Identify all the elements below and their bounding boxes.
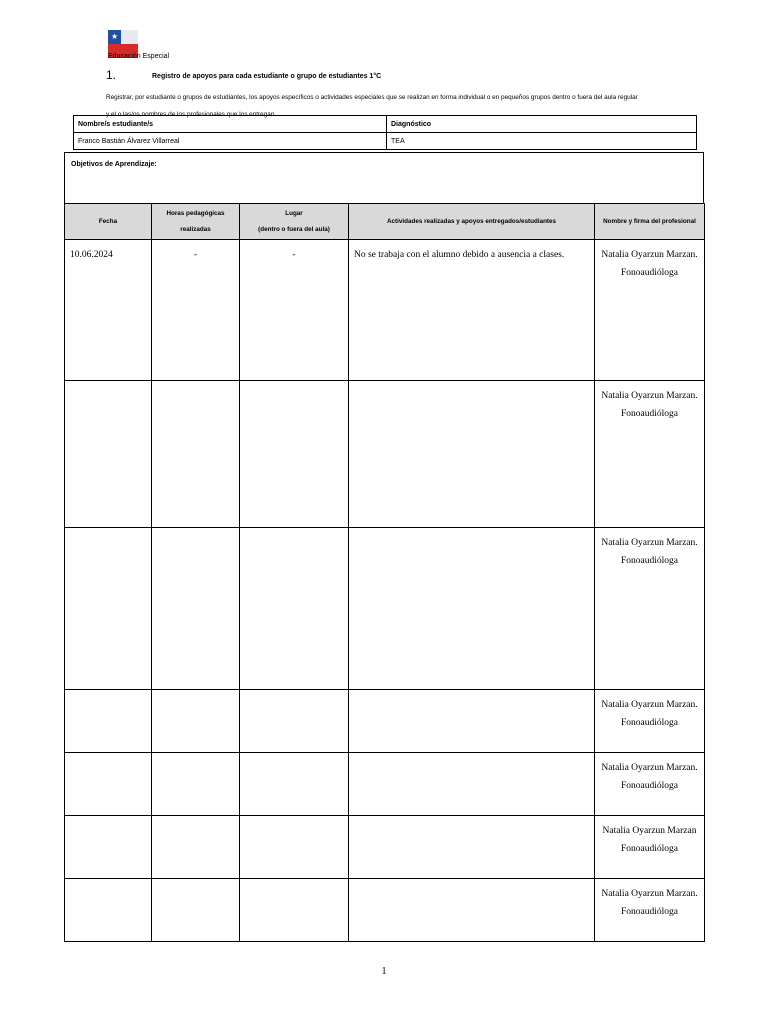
department-label: Educación Especial (108, 53, 170, 60)
professional-title: Fonoaudióloga (621, 844, 678, 854)
cell-lugar (240, 879, 349, 942)
col-horas-line2: realizadas (180, 225, 211, 233)
cell-horas (152, 690, 240, 753)
col-lugar (240, 204, 349, 240)
cell-horas: - (152, 240, 240, 381)
diagnosis-label: Diagnóstico (387, 116, 697, 133)
cell-profesional (595, 690, 705, 753)
student-info-table (73, 115, 697, 150)
cell-fecha (65, 816, 152, 879)
page-number: 1 (381, 966, 387, 977)
cell-actividades (349, 816, 595, 879)
professional-title: Fonoaudióloga (621, 718, 678, 728)
cell-fecha (65, 528, 152, 690)
col-horas-line1: Horas pedagógicas (166, 209, 225, 217)
cell-profesional (595, 240, 705, 381)
table-row (65, 879, 705, 942)
cell-horas (152, 381, 240, 528)
cell-lugar (240, 690, 349, 753)
professional-title: Fonoaudióloga (621, 556, 678, 566)
cell-fecha (65, 381, 152, 528)
student-name-value: Franco Bastián Álvarez Villarreal (74, 133, 387, 150)
col-lugar-line1: Lugar (285, 209, 303, 217)
professional-title: Fonoaudióloga (621, 781, 678, 791)
professional-name: Natalia Oyarzun Marzan (602, 826, 697, 836)
col-horas (152, 204, 240, 240)
cell-horas (152, 816, 240, 879)
cell-actividades: No se trabaja con el alumno debido a ausencia a clases. (349, 240, 595, 381)
cell-fecha (65, 879, 152, 942)
cell-profesional (595, 816, 705, 879)
cell-profesional (595, 381, 705, 528)
professional-title: Fonoaudióloga (621, 907, 678, 917)
cell-horas (152, 753, 240, 816)
professional-name: Natalia Oyarzun Marzan. (601, 391, 698, 401)
cell-horas (152, 528, 240, 690)
professional-name: Natalia Oyarzun Marzan. (601, 700, 698, 710)
section-number: 1. (106, 68, 117, 82)
table-row (65, 528, 705, 690)
professional-title: Fonoaudióloga (621, 268, 678, 278)
objectives-box (64, 152, 704, 204)
cell-fecha: 10.06.2024 (65, 240, 152, 381)
table-row (65, 816, 705, 879)
support-record (64, 152, 704, 942)
student-name-label: Nombre/s estudiante/s (74, 116, 387, 133)
professional-name: Natalia Oyarzun Marzan. (601, 250, 698, 260)
col-profesional: Nombre y firma del profesional (595, 204, 705, 240)
cell-actividades (349, 381, 595, 528)
cell-lugar: - (240, 240, 349, 381)
table-row (65, 753, 705, 816)
cell-lugar (240, 753, 349, 816)
diagnosis-value: TEA (387, 133, 697, 150)
cell-actividades (349, 690, 595, 753)
cell-profesional (595, 528, 705, 690)
col-fecha: Fecha (65, 204, 152, 240)
professional-name: Natalia Oyarzun Marzan. (601, 538, 698, 548)
cell-profesional (595, 879, 705, 942)
support-table (64, 203, 705, 942)
cell-fecha (65, 753, 152, 816)
cell-profesional (595, 753, 705, 816)
instructions-line: y el o las/os nombres de los profesionales que los entregan. (106, 111, 277, 118)
col-actividades: Actividades realizadas y apoyos entregados/estudiantes (349, 204, 595, 240)
cell-actividades (349, 528, 595, 690)
professional-title: Fonoaudióloga (621, 409, 678, 419)
instructions-line: Registrar, por estudiante o grupos de estudiantes, los apoyos específicos o actividades especiales que se realizan en forma individual o en pequeños grupos dentro o fuera del aula regular (106, 94, 638, 101)
cell-lugar (240, 816, 349, 879)
professional-name: Natalia Oyarzun Marzan. (601, 889, 698, 899)
col-lugar-line2: (dentro o fuera del aula) (258, 225, 330, 233)
cell-horas (152, 879, 240, 942)
professional-name: Natalia Oyarzun Marzan. (601, 763, 698, 773)
table-row (65, 381, 705, 528)
cell-lugar (240, 528, 349, 690)
star-icon: ★ (111, 32, 119, 41)
cell-fecha (65, 690, 152, 753)
cell-lugar (240, 381, 349, 528)
table-row (65, 690, 705, 753)
cell-actividades (349, 753, 595, 816)
cell-actividades (349, 879, 595, 942)
document-title: Registro de apoyos para cada estudiante o grupo de estudiantes 1°C (152, 73, 382, 80)
objectives-label: Objetivos de Aprendizaje: (71, 161, 157, 168)
table-row (65, 240, 705, 381)
